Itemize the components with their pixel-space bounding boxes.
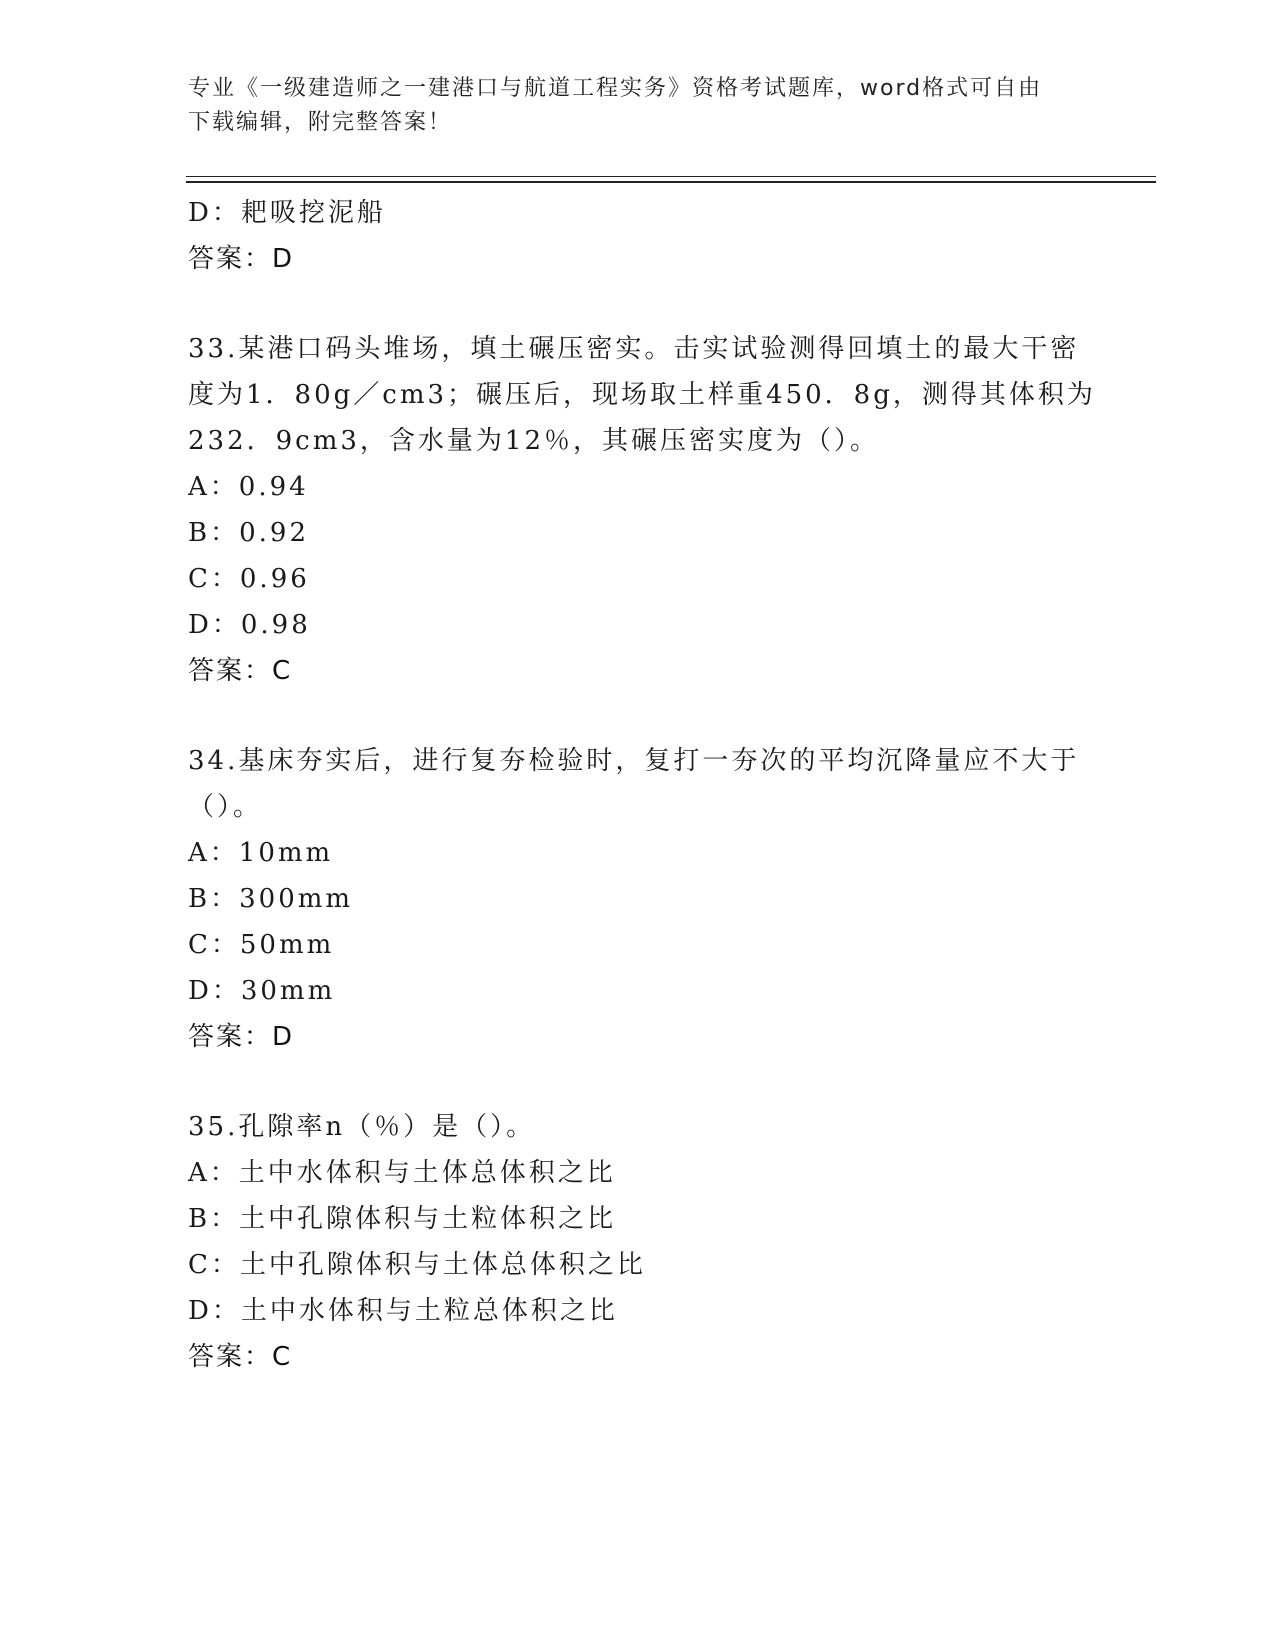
option-d: D：30mm — [188, 976, 336, 1006]
question-stem-line: 35.孔隙率n（％）是（）。 — [188, 1112, 536, 1142]
question-spacer — [188, 694, 1088, 738]
question-stem-line: 34.基床夯实后，进行复夯检验时，复打一夯次的平均沉降量应不大于 — [188, 746, 1080, 776]
header-divider-thin — [186, 176, 1156, 177]
option-b: B：0.92 — [188, 518, 309, 548]
option-c: C：0.96 — [188, 564, 310, 594]
option-b: B：土中孔隙体积与土粒体积之比 — [188, 1204, 617, 1234]
option-c: C：50mm — [188, 930, 335, 960]
question-stem-line: （）。 — [188, 792, 263, 822]
answer-line: 答案：C — [188, 1342, 293, 1372]
question-spacer — [188, 1060, 1088, 1104]
question-spacer — [188, 282, 1088, 326]
prev-answer: 答案：D — [188, 244, 295, 274]
header-line-2: 下载编辑，附完整答案！ — [188, 110, 453, 135]
question-33 — [188, 326, 1096, 694]
option-d: D：0.98 — [188, 610, 311, 640]
document-header — [188, 72, 1088, 140]
question-stem-line: 度为1．80g／cm3；碾压后，现场取土样重450．8g，测得其体积为 — [188, 380, 1096, 410]
option-c: C：土中孔隙体积与土体总体积之比 — [188, 1250, 646, 1280]
option-a: A：10mm — [188, 838, 334, 868]
option-d: D：土中水体积与土粒总体积之比 — [188, 1296, 618, 1326]
option-a: A：0.94 — [188, 472, 309, 502]
option-a: A：土中水体积与土体总体积之比 — [188, 1158, 616, 1188]
option-b: B：300mm — [188, 884, 354, 914]
prev-option-d: D：耙吸挖泥船 — [188, 198, 386, 228]
question-stem-line: 232．9cm3，含水量为12％，其碾压密实度为（）。 — [188, 426, 880, 456]
question-34 — [188, 738, 1088, 1060]
answer-line: 答案：C — [188, 656, 293, 686]
question-35 — [188, 1104, 1088, 1380]
question-stem-line: 33.某港口码头堆场，填土碾压密实。击实试验测得回填土的最大干密 — [188, 334, 1080, 364]
header-line-1: 专业《一级建造师之一建港口与航道工程实务》资格考试题库，word格式可自由 — [188, 76, 1043, 101]
document-body — [188, 190, 1096, 1380]
header-divider-thick — [186, 181, 1156, 183]
answer-line: 答案：D — [188, 1022, 295, 1052]
